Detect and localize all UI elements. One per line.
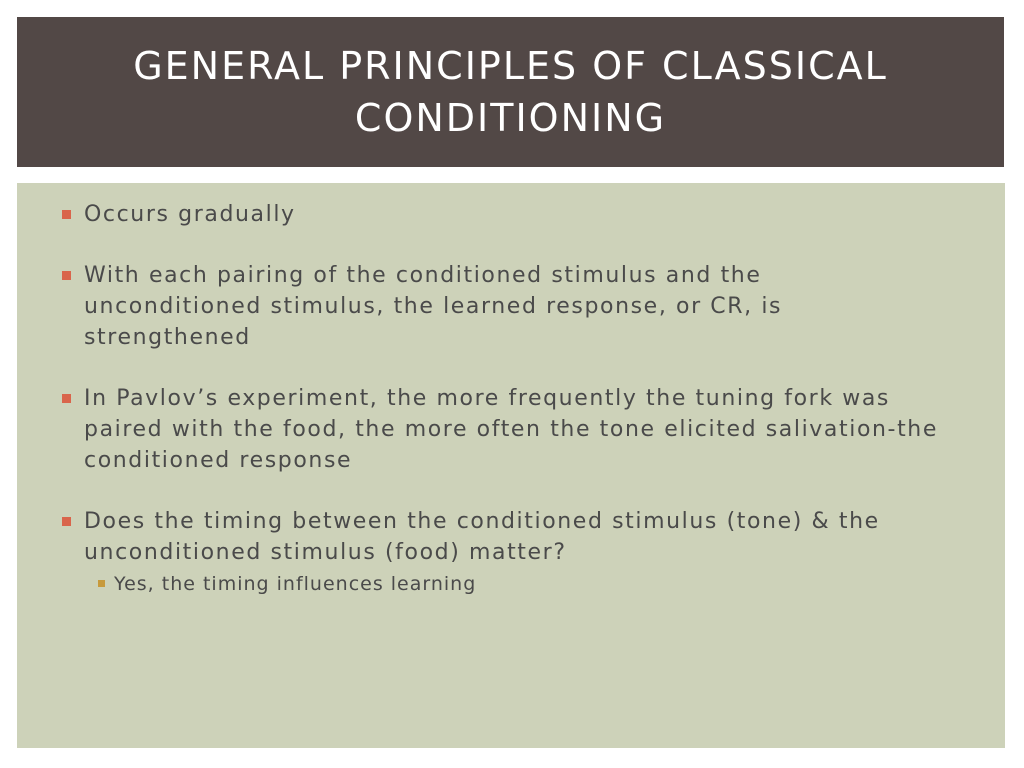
title-bar xyxy=(17,17,1004,167)
bullet-text: Occurs gradually xyxy=(84,202,296,227)
bullet-item xyxy=(17,199,1005,230)
sub-bullet-list xyxy=(84,570,945,598)
slide-title: GENERAL PRINCIPLES OF CLASSICAL CONDITIONING xyxy=(133,44,888,140)
small-square-bullet-icon xyxy=(98,580,105,587)
sub-bullet-text: Yes, the timing influences learning xyxy=(114,573,477,595)
bullet-item xyxy=(17,506,1005,598)
bullet-text: In Pavlov’s experiment, the more frequently the tuning fork was paired with the food, the more often the tone elicited salivation-the conditioned response xyxy=(84,386,938,473)
square-bullet-icon xyxy=(62,210,71,219)
sub-bullet-item xyxy=(84,570,945,598)
bullet-item xyxy=(17,383,1005,476)
content-box xyxy=(17,183,1005,748)
square-bullet-icon xyxy=(62,271,71,280)
square-bullet-icon xyxy=(62,394,71,403)
bullet-text: Does the timing between the conditioned stimulus (tone) & the unconditioned stimulus (food) matter? xyxy=(84,509,880,565)
bullet-item xyxy=(17,260,1005,353)
bullet-text: With each pairing of the conditioned stimulus and the unconditioned stimulus, the learned response, or CR, is strengthened xyxy=(84,263,783,350)
bullet-list xyxy=(17,199,1005,628)
square-bullet-icon xyxy=(62,517,71,526)
